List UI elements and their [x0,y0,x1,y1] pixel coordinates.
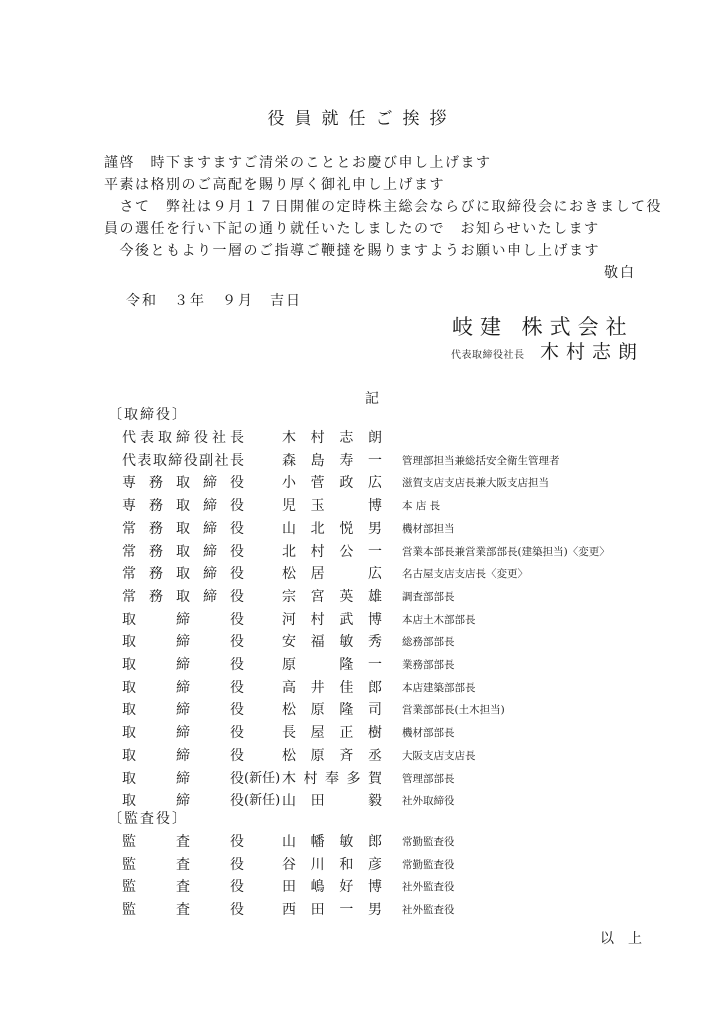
officer-row [0,609,724,631]
greeting-line: 謹啓 時下ますますご清栄のこととお慶び申し上げます [104,155,492,171]
officer-position: 常務取締役 [122,566,244,583]
officer-row [0,450,724,472]
officer-name: 児玉 博 [282,498,382,515]
officer-name: 田嶋好博 [282,879,382,896]
new-appointment-mark: (新任) [244,770,281,786]
officer-role: 営業部部長(土木担当) [402,704,505,717]
officer-row [0,876,724,898]
officer-position: 取締役 [122,634,244,651]
officer-name: 高井佳郎 [282,679,382,696]
officer-position: 専務取締役 [122,475,244,492]
officer-row [0,654,724,676]
representative-title: 代表取締役社長 [451,350,525,361]
issue-date: 令和 ３年 ９月 吉日 [126,293,302,309]
officer-row [0,518,724,540]
officer-name: 河村武博 [282,611,382,628]
document-title: 役員就任ご挨拶 [267,109,457,129]
new-appointment-mark: (新任) [244,793,281,809]
officer-row [0,495,724,517]
greeting-line: 平素は格別のご高配を賜り厚く御礼申し上げます [104,177,445,193]
officer-role: 常勤監査役 [402,836,455,848]
officer-position: 監査役 [122,902,244,919]
officer-role: 滋賀支店支店長兼大阪支店担当 [402,477,549,490]
officer-name: 西田一男 [282,902,382,919]
officer-role: 機材部部長 [402,727,455,740]
officer-row [0,831,724,853]
officer-name: 安福敏秀 [282,634,382,651]
officer-name: 山田 毅 [282,793,382,810]
officer-position: 代表取締役社長 [122,430,244,446]
officer-role: 管理部担当兼総括安全衛生管理者 [402,454,560,467]
officer-position: 監査役 [122,834,244,850]
officer-row [0,722,724,744]
officer-position: 取締役 [122,793,244,810]
officer-row [0,563,724,585]
officer-position: 取締役 [122,657,244,673]
officer-role: 調査部部長 [402,590,455,603]
officer-role: 業務部部長 [402,659,455,671]
officer-role: 本店建築部部長 [402,681,476,694]
officer-position: 常務取締役 [122,543,244,560]
greeting-line: 員の選任を行い下記の通り就任いたしましたので お知らせいたします [104,221,600,237]
officer-row [0,427,724,449]
officer-position: 常務取締役 [122,520,244,537]
officer-role: 大阪支店支店長 [402,749,476,762]
officer-position: 専務取締役 [122,498,244,515]
officer-position: 取締役 [122,725,244,742]
officer-row [0,768,724,790]
closing-keihaku: 敬白 [604,265,636,281]
officer-name: 森島寿一 [282,452,382,469]
directors-section-label: 〔取締役〕 [108,407,188,423]
auditors-section-label: 〔監査役〕 [108,811,188,827]
officer-row [0,854,724,876]
officer-name: 木村志朗 [282,430,382,446]
officer-role: 本 店 長 [402,500,441,513]
officer-position: 代表取締役副社長 [122,452,244,469]
officer-row [0,541,724,563]
officer-role: 社外監査役 [402,881,455,894]
officer-role: 常勤監査役 [402,858,455,871]
officer-row [0,699,724,721]
officer-role: 機材部担当 [402,522,455,535]
officer-name: 谷川和彦 [282,856,382,873]
representative-name: 木村志朗 [540,341,645,363]
officer-name: 宗宮英雄 [282,588,382,605]
officer-name: 松原斉丞 [282,747,382,764]
company-name: 岐建 株式会社 [452,315,634,339]
officer-role: 名古屋支店支店長〈変更〉 [402,568,528,581]
officer-role: 社外取締役 [402,795,455,808]
officer-position: 取締役 [122,702,244,719]
officer-position: 取締役 [122,770,244,787]
officer-name: 原 隆一 [282,657,382,673]
officer-position: 取締役 [122,747,244,764]
greeting-body [104,152,662,262]
officer-role: 総務部部長 [402,636,455,649]
officer-name: 山幡敏郎 [282,834,382,850]
officer-role: 社外監査役 [402,904,455,917]
officer-row [0,677,724,699]
officer-role: 本店土木部部長 [402,613,476,626]
officer-name: 小菅政広 [282,475,382,492]
officer-role: 営業本部長兼営業部部長(建築担当)〈変更〉 [402,545,610,558]
officer-name: 松居 広 [282,566,382,583]
officer-row [0,631,724,653]
officer-name: 木村奉多賀 [282,770,382,787]
greeting-line: 今後ともより一層のご指導ご鞭撻を賜りますようお願い申し上げます [104,243,600,259]
officer-name: 北村公一 [282,543,382,560]
officer-row [0,472,724,494]
officer-row [0,586,724,608]
officer-row [0,745,724,767]
officer-role: 管理部部長 [402,772,455,785]
officer-name: 松原隆司 [282,702,382,719]
officer-position: 取締役 [122,679,244,696]
officer-position: 監査役 [122,879,244,896]
officer-name: 山北悦男 [282,520,382,537]
greeting-line: さて 弊社は９月１７日開催の定時株主総会ならびに取締役会におきまして役 [104,199,662,215]
officer-position: 取締役 [122,611,244,628]
officer-name: 長屋正樹 [282,725,382,742]
officer-row [0,899,724,921]
ki-heading: 記 [365,391,379,407]
officer-position: 監査役 [122,856,244,873]
closing-ijou: 以上 [600,931,656,947]
officer-position: 常務取締役 [122,588,244,605]
